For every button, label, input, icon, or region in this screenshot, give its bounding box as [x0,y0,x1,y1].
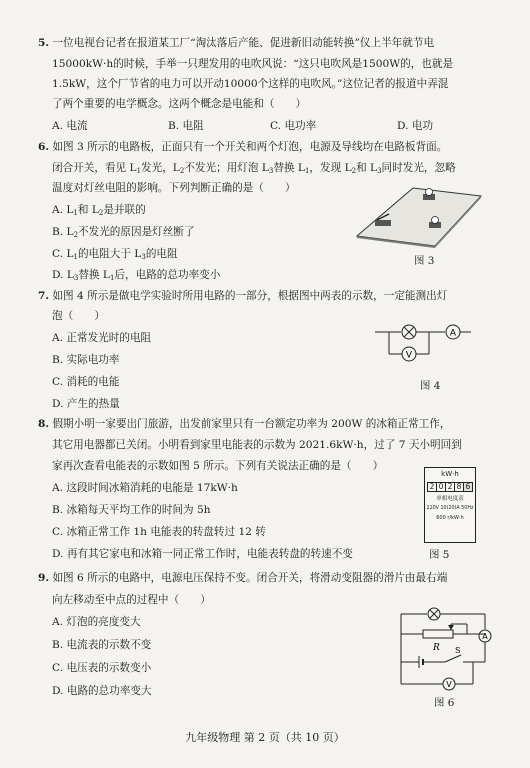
meter-unit: kW·h [441,470,459,478]
meter-digit-decimal: 6 [464,482,473,492]
q6-option-d [52,270,220,282]
sub-1: 1 [73,209,78,217]
sub-2: 2 [179,167,185,175]
q8-number: 8. [38,418,50,430]
q5-option-c: C. 电功率 [270,120,317,132]
switch-icon [445,655,461,662]
sub-1: 1 [73,253,78,261]
q7-option-d: D. 产生的热量 [52,398,120,410]
figure-3-caption: 图 3 [414,255,435,267]
q6-opt-c-mid: 的电阻大于 L [77,248,142,260]
q6-text-2a: 闭合开关，看见 L [52,162,137,174]
q7-line-2: 泡（ ） [52,310,105,322]
q6-opt-d-pre: D. L [52,269,74,281]
voltmeter-label: V [405,350,413,361]
meter-label: 单相电度表 [436,495,464,502]
sub-2: 2 [73,231,79,239]
q5-line-3: 1.5kW，这个厂节省的电力可以开动10000个这样的电吹风。”这位记者的报道中弄混 [52,78,449,90]
meter-rev: 600 r/kW·h [436,514,464,521]
sub-1: 1 [136,167,142,175]
q5-line-1 [38,38,434,49]
switch-label: S [455,646,461,655]
q6-option-c [52,249,178,261]
q7-line-1 [38,291,447,302]
q6-number: 6. [38,141,50,153]
q8-line-1 [38,419,450,430]
page-footer: 九年级物理 第 2 页（共 10 页） [185,731,345,744]
q5-option-d: D. 电功 [397,120,434,132]
q5-option-a: A. 电流 [52,120,88,132]
figure-5-caption: 图 5 [429,549,450,561]
q6-line-1 [38,142,447,153]
q9-option-d: D. 电路的总功率变大 [52,685,152,697]
q7-option-a: A. 正常发光时的电阻 [52,332,152,344]
meter-digit: 2 [427,482,437,492]
q8-option-a: A. 这段时间冰箱消耗的电能是 17kW·h [52,482,238,494]
q9-option-a: A. 灯泡的亮度变大 [52,616,141,628]
q6-text-2c: 不发光；用灯泡 L [184,162,269,174]
q9-line-2: 向左移动至中点的过程中（ ） [52,594,211,606]
figure-4-caption: 图 4 [420,380,441,392]
rheostat-icon [423,630,453,638]
q6-text-1: 如图 3 所示的电路板，正面只有一个开关和两个灯泡，电源及导线均在电路板背面。 [52,141,448,153]
q6-opt-b-post: 不发光的原因是灯丝断了 [78,226,195,238]
q9-option-b: B. 电流表的示数不变 [52,639,152,651]
figure-6-circuit [393,604,497,692]
q7-option-b: B. 实际电功率 [52,354,120,366]
sub-1: 1 [304,167,310,175]
q6-opt-d-post: 后，电路的总功率变小 [114,269,221,281]
q5-option-b: B. 电阻 [168,120,204,132]
q6-option-a [52,205,146,217]
q6-text-2d: 替换 L [273,162,305,174]
sub-3: 3 [141,253,146,261]
sub-3: 3 [377,167,382,175]
q6-text-2b: 发光，L [141,162,180,174]
q6-opt-a-mid: 和 L [77,204,99,216]
meter-digit: 2 [446,482,455,492]
q9-number: 9. [38,572,50,584]
q6-opt-a-pre: A. L [52,204,74,216]
figure-3-circuit-board [355,186,483,248]
resistor-label: R [433,643,440,653]
q8-option-d: D. 再有其它家电和冰箱一同正常工作时，电能表转盘的转速不变 [52,548,353,560]
q6-opt-c-post: 的电阻 [145,248,178,260]
q8-text-1: 假期小明一家要出门旅游，出发前家里只有一台额定功率为 200W 的冰箱正常工作， [52,418,451,430]
q5-number: 5. [38,37,50,49]
q6-text-2g: 同时发光，忽略 [381,162,456,174]
meter-spec: 220V 10(20)A 50Hz [426,506,474,511]
ammeter-label: A [449,328,457,339]
q5-line-2: 15000kW·h的时候，手举一只理发用的电吹风说：“这只电吹风是1500W的，也就是 [52,58,454,70]
voltmeter-label: V [446,680,452,689]
meter-digit: 8 [455,482,464,492]
q7-text-1: 如图 4 所示是做电学实验时所用电路的一部分，根据图中两表的示数，一定能测出灯 [52,290,448,302]
figure-4-circuit [373,322,473,372]
q6-opt-a-post: 是并联的 [103,204,146,216]
sub-3: 3 [73,274,79,282]
q8-option-c: C. 冰箱正常工作 1h 电能表的转盘转过 12 转 [52,526,266,538]
q6-text-2e: ，发现 L [309,162,352,174]
q9-option-c: C. 电压表的示数变小 [52,662,152,674]
sub-1: 1 [109,274,115,282]
ammeter-label: A [482,632,488,641]
q6-opt-c-pre: C. L [52,248,74,260]
sub-2: 2 [98,209,104,217]
q5-text-1: 一位电视台记者在报道某工厂“淘汰落后产能、促进新旧动能转换”仪上半年就节电 [52,37,435,49]
sub-2: 2 [351,167,357,175]
q6-opt-d-mid: 替换 L [78,269,110,281]
q7-option-c: C. 消耗的电能 [52,376,120,388]
q8-option-b: B. 冰箱每天平均工作的时间为 5h [52,504,211,516]
q6-line-2 [52,163,456,175]
meter-digit: 0 [437,482,446,492]
q6-line-3: 温度对灯丝电阻的影响。下列判断正确的是（ ） [52,182,296,194]
q9-line-1 [38,573,447,584]
q6-text-2f: 和 L [356,162,378,174]
q9-text-1: 如图 6 所示的电路中，电源电压保持不变。闭合开关，将滑动变阻器的滑片由最右端 [52,572,448,584]
q6-option-b [52,227,195,239]
meter-display [425,482,475,492]
q6-opt-b-pre: B. L [52,226,74,238]
q7-number: 7. [38,290,50,302]
figure-6-caption: 图 6 [434,697,455,709]
figure-5-energy-meter [424,467,476,543]
sub-3: 3 [268,167,274,175]
q8-line-3: 家再次查看电能表的示数如图 5 所示。下列有关说法正确的是（ ） [52,460,384,472]
q8-line-2: 其它用电器都已关闭。小明看到家里电能表的示数为 2021.6kW·h，过了 7 天小明回到 [52,439,462,451]
q5-line-4: 了两个重要的电学概念。这两个概念是电能和（ ） [52,98,307,110]
